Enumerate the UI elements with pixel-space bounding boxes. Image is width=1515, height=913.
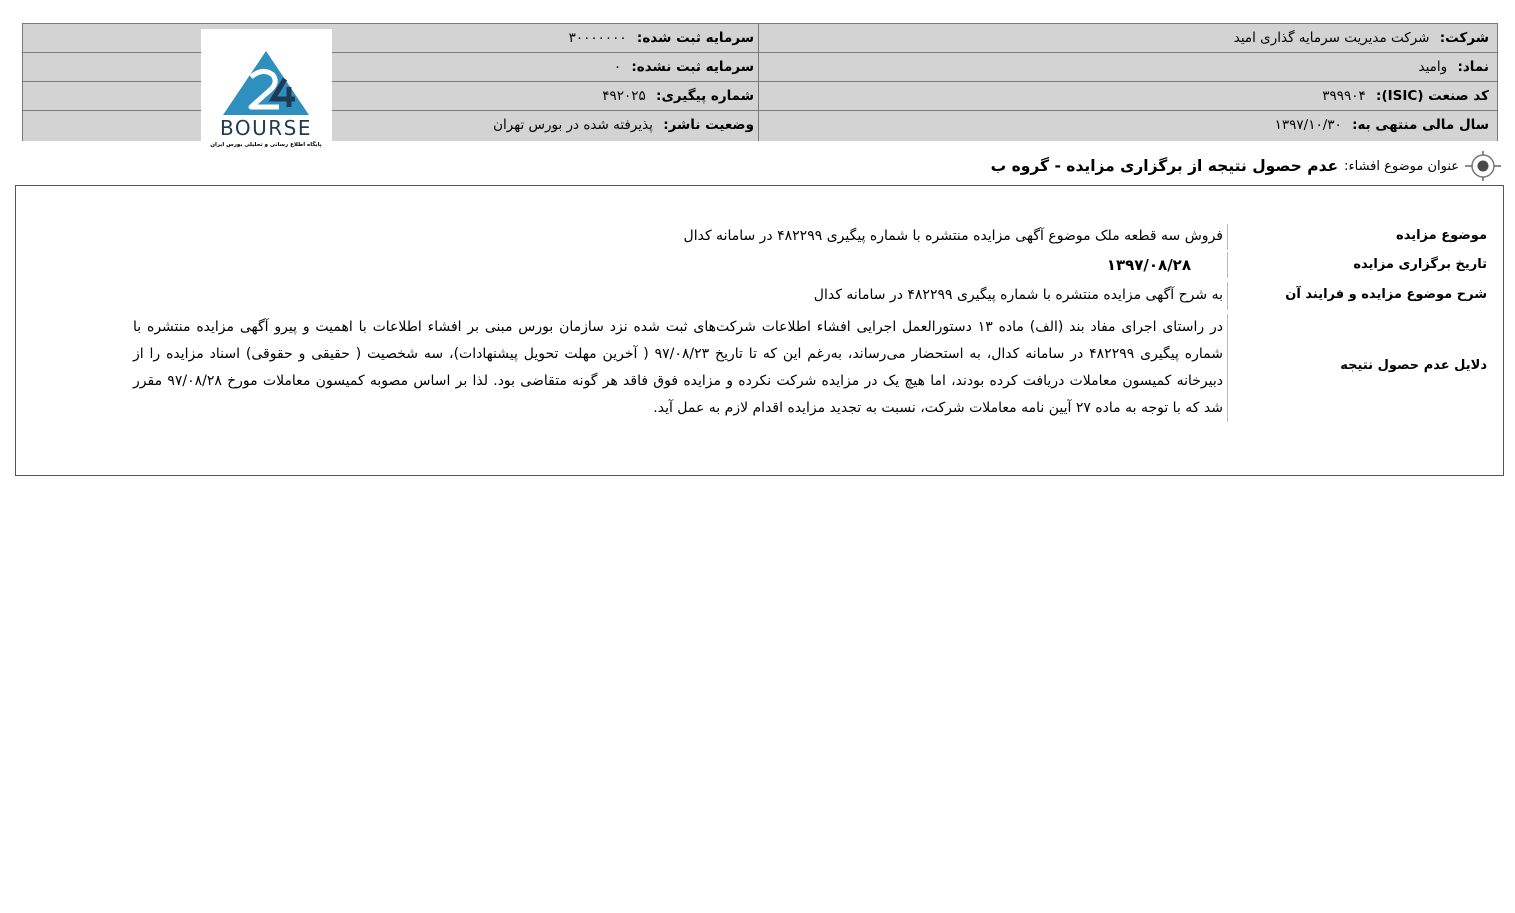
- symbol-label: نماد:: [1457, 59, 1489, 75]
- isic-cell: [759, 82, 1497, 110]
- row-divider: [1227, 224, 1228, 250]
- date-value: ۱۳۹۷/۰۸/۲۸: [1106, 256, 1191, 274]
- unregistered-capital-value: ۰: [613, 59, 622, 75]
- isic-label: کد صنعت (ISIC):: [1376, 88, 1489, 104]
- row-divider: [1227, 282, 1228, 310]
- bourse24-logo-mark: [201, 29, 332, 149]
- publisher-status-cell: [349, 111, 759, 141]
- unregistered-capital-label: سرمایه ثبت نشده:: [631, 59, 754, 75]
- crosshair-icon: [1465, 150, 1501, 182]
- logo-tagline: پایگاه اطلاع رسانی و تحلیلی بورس ایران: [210, 142, 322, 148]
- row-divider: [1227, 314, 1228, 422]
- detail-row-description: [16, 282, 1503, 310]
- subject-title: عدم حصول نتیجه از برگزاری مزایده - گروه ب: [990, 157, 1339, 175]
- registered-capital-cell: [349, 24, 759, 52]
- registered-capital-value: ۳۰۰۰۰۰۰۰: [568, 30, 627, 46]
- isic-value: ۳۹۹۹۰۴: [1322, 88, 1366, 104]
- topic-label: موضوع مزایده: [1396, 228, 1487, 243]
- subject-label: عنوان موضوع افشاء:: [1344, 158, 1459, 174]
- reasons-value: در راستای اجرای مفاد بند (الف) ماده ۱۳ دستورالعمل اجرایی افشاء اطلاعات شرکت‌های ثبت شده نزد سازمان بورس مبنی بر افشاء اطلاعات با اهمیت و پیرو آگهی مزایده منتشره با شماره پیگیری ۴۸۲۲۹۹ در سامانه کدال، به استحضار می‌رساند، به‌رغم این که تا تاریخ ۹۷/۰۸/۲۳ ( آخرین مهلت تحویل پیشنهادات)، سه شخصیت ( حقیقی و حقوقی) اسناد مزایده را از دبیرخانه کمیسون معاملات دریافت کرده بودند، اما هیچ یک در مزایده شرکت نکرده و مزایده فوق فاقد هر گونه متقاضی بود. لذا بر اساس مصوبه کمیسون معاملات مورخ ۹۷/۰۸/۲۸ مقرر شد که با توجه به ماده ۲۷ آیین نامه معاملات شرکت، نسبت به تجدید مزایده اقدام لازم به عمل آید.: [133, 319, 1223, 416]
- description-value: به شرح آگهی مزایده منتشره با شماره پیگیری ۴۸۲۲۹۹ در سامانه کدال: [813, 287, 1223, 303]
- symbol-value: وامید: [1418, 59, 1448, 75]
- detail-row-topic: [16, 224, 1503, 250]
- description-label: شرح موضوع مزایده و فرایند آن: [1285, 287, 1487, 302]
- company-value: شرکت مدیریت سرمایه گذاری امید: [1233, 30, 1430, 46]
- tracking-value: ۴۹۲۰۲۵: [602, 88, 646, 104]
- topic-value: فروش سه قطعه ملک موضوع آگهی مزایده منتشره با شماره پیگیری ۴۸۲۲۹۹ در سامانه کدال: [683, 228, 1223, 244]
- company-label: شرکت:: [1439, 30, 1489, 46]
- reasons-label: دلایل عدم حصول نتیجه: [1340, 358, 1487, 373]
- symbol-cell: [759, 53, 1497, 81]
- auction-details: [15, 185, 1504, 476]
- logo-word: BOURSE: [220, 116, 312, 140]
- tracking-label: شماره پیگیری:: [656, 88, 754, 104]
- disclosure-subject: [991, 150, 1501, 182]
- fiscal-cell: [759, 111, 1497, 141]
- row-divider: [1227, 252, 1228, 278]
- tracking-cell: [349, 82, 759, 110]
- fiscal-value: ۱۳۹۷/۱۰/۳۰: [1274, 117, 1342, 133]
- company-cell: [759, 24, 1497, 52]
- date-label: تاریخ برگزاری مزایده: [1353, 257, 1487, 272]
- fiscal-label: سال مالی منتهی به:: [1352, 117, 1489, 133]
- publisher-status-label: وضعیت ناشر:: [663, 117, 754, 133]
- unregistered-capital-cell: [349, 53, 759, 81]
- detail-row-reasons: [16, 314, 1503, 426]
- detail-row-date: [16, 252, 1503, 278]
- bourse24-logo: [201, 29, 332, 149]
- publisher-status-value: پذیرفته شده در بورس تهران: [493, 117, 653, 133]
- registered-capital-label: سرمایه ثبت شده:: [636, 30, 754, 46]
